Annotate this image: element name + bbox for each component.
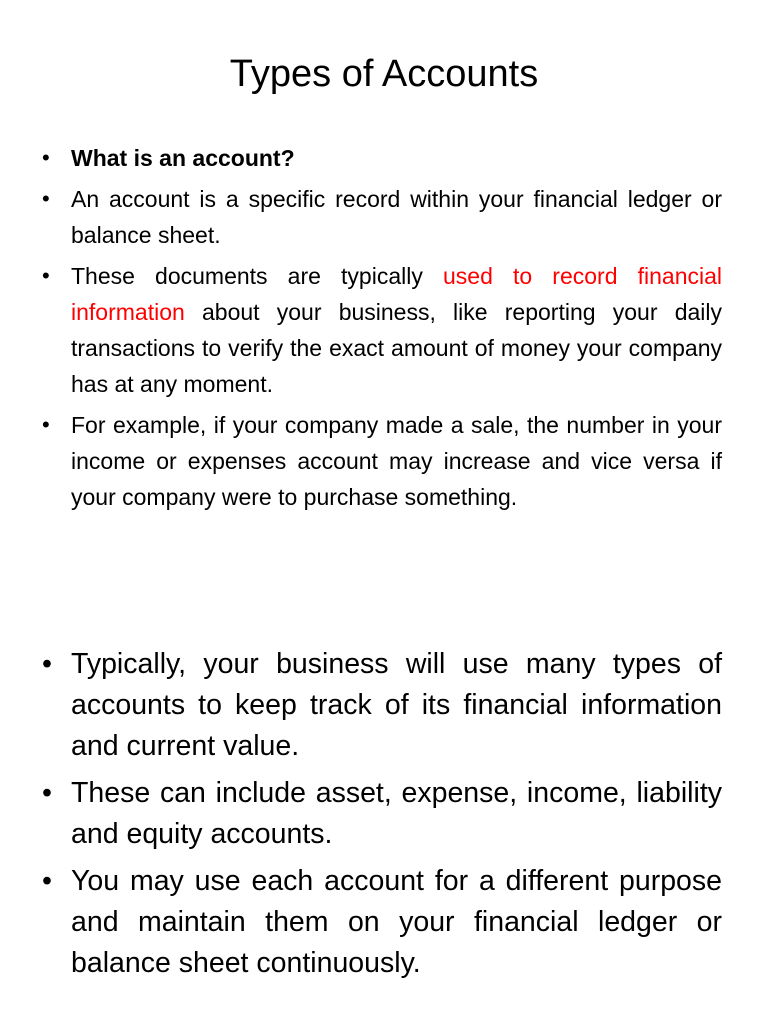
bullet-text: For example, if your company made a sale, the number in your income or expenses account may increase and vice versa if your company were to purchase something. — [71, 412, 722, 510]
slide-title: Types of Accounts — [229, 53, 539, 95]
slide-1-bullet-list — [42, 140, 722, 520]
list-item — [42, 773, 722, 855]
bullet-text: These documents are typically — [71, 263, 443, 289]
list-item — [42, 407, 722, 515]
list-item — [42, 644, 722, 767]
bullet-text: Typically, your business will use many types of accounts to keep track of its financial information and current value. — [71, 648, 722, 762]
bullet-heading: What is an account? — [71, 145, 295, 171]
list-item — [42, 181, 722, 253]
bullet-marker: • — [42, 263, 50, 288]
bullet-marker: • — [42, 777, 52, 809]
bullet-marker: • — [42, 186, 50, 211]
bullet-marker: • — [42, 865, 52, 897]
list-item — [42, 140, 722, 176]
bullet-marker: • — [42, 648, 52, 680]
highlighted-text: used to record financial information — [71, 263, 722, 325]
bullet-text: You may use each account for a different purpose and maintain them on your financial ledger or balance sheet continuously. — [71, 865, 722, 979]
bullet-text: These can include asset, expense, income, liability and equity accounts. — [71, 777, 722, 850]
bullet-marker: • — [42, 145, 50, 170]
bullet-text: An account is a specific record within your financial ledger or balance sheet. — [71, 186, 722, 248]
list-item — [42, 258, 722, 402]
slide-2-bullet-list — [42, 644, 722, 990]
list-item — [42, 861, 722, 984]
bullet-marker: • — [42, 412, 50, 437]
bullet-text: about your business, like reporting your daily transactions to verify the exact amount of money your company has at any moment. — [71, 299, 722, 397]
